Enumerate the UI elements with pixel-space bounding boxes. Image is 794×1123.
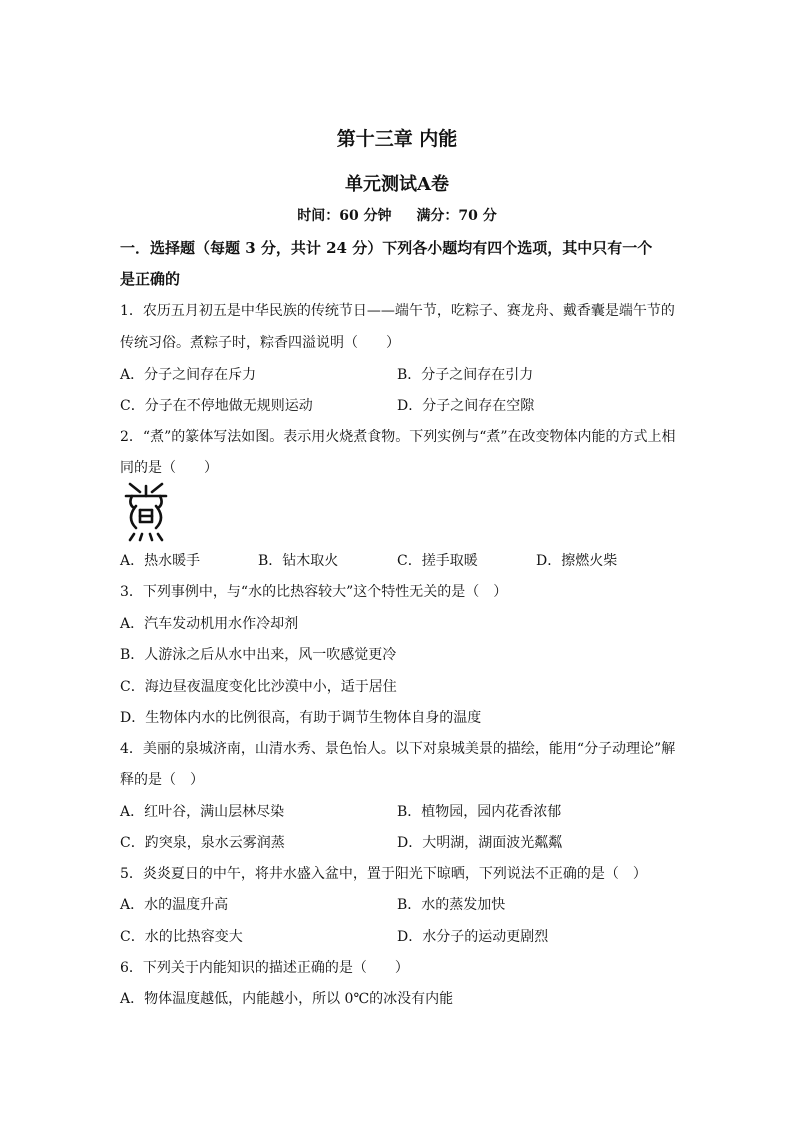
q3-stem: 3．下列事例中，与“水的比热容较大”这个特性无关的是（ ） xyxy=(120,584,508,600)
seal-script-zhu-image xyxy=(122,480,170,542)
q6-stem: 6．下列关于内能知识的描述正确的是（ ） xyxy=(120,960,409,976)
q1-option-a: A．分子之间存在斥力 xyxy=(120,367,257,383)
test-subtitle: 单元测试A卷 xyxy=(345,174,449,195)
q3-option-b: B．人游泳之后从水中出来，风一吹感觉更冷 xyxy=(120,647,397,663)
q4-option-a: A．红叶谷，满山层林尽染 xyxy=(120,804,285,820)
chapter-title: 第十三章 内能 xyxy=(336,128,458,150)
q4-option-b: B．植物园，园内花香浓郁 xyxy=(397,804,562,820)
q1-option-b: B．分子之间存在引力 xyxy=(397,367,534,383)
q4-stem-line2: 释的是（ ） xyxy=(120,772,204,788)
q5-option-b: B．水的蒸发加快 xyxy=(397,897,506,913)
q3-option-c: C．海边昼夜温度变化比沙漠中小，适于居住 xyxy=(120,679,397,695)
q2-stem-line1: 2．“煮”的篆体写法如图。表示用火烧煮食物。下列实例与“煮”在改变物体内能的方式上相 xyxy=(120,429,676,445)
q1-option-d: D．分子之间存在空隙 xyxy=(397,398,535,414)
section-heading-line2: 是正确的 xyxy=(120,270,181,288)
q4-option-d: D．大明湖，湖面波光粼粼 xyxy=(397,835,563,851)
exam-meta xyxy=(0,205,794,225)
section-heading-line1: 一．选择题（每题 3 分，共计 24 分）下列各小题均有四个选项，其中只有一个 xyxy=(120,239,653,257)
q2-option-a: A．热水暖手 xyxy=(120,553,201,569)
q5-option-d: D．水分子的运动更剧烈 xyxy=(397,929,549,945)
q5-option-a: A．水的温度升高 xyxy=(120,897,229,913)
q2-option-b: B．钻木取火 xyxy=(258,553,339,569)
q4-stem-line1: 4．美丽的泉城济南，山清水秀、景色怡人。以下对泉城美景的描绘，能用“分子动理论”解 xyxy=(120,741,676,757)
q2-option-c: C．搓手取暖 xyxy=(397,553,478,569)
q3-option-a: A．汽车发动机用水作冷却剂 xyxy=(120,616,299,632)
q6-option-a: A．物体温度越低，内能越小，所以 0℃的冰没有内能 xyxy=(120,991,454,1007)
q1-option-c: C．分子在不停地做无规则运动 xyxy=(120,398,313,414)
q4-option-c: C．趵突泉，泉水云雾润蒸 xyxy=(120,835,285,851)
q5-stem: 5．炎炎夏日的中午，将井水盛入盆中，置于阳光下晾晒，下列说法不正确的是（ ） xyxy=(120,866,647,882)
q3-option-d: D．生物体内水的比例很高，有助于调节生物体自身的温度 xyxy=(120,710,482,726)
full-score: 满分：70 分 xyxy=(416,208,497,224)
q2-option-d: D．擦燃火柴 xyxy=(536,553,618,569)
q1-stem-line1: 1．农历五月初五是中华民族的传统节日——端午节，吃粽子、赛龙舟、戴香囊是端午节的 xyxy=(120,303,675,319)
q2-stem-line2: 同的是（ ） xyxy=(120,460,218,476)
time-limit: 时间：60 分钟 xyxy=(297,208,392,224)
section-heading xyxy=(120,233,680,295)
q5-option-c: C．水的比热容变大 xyxy=(120,929,243,945)
q1-stem-line2: 传统习俗。煮粽子时，粽香四溢说明（ ） xyxy=(120,335,400,351)
